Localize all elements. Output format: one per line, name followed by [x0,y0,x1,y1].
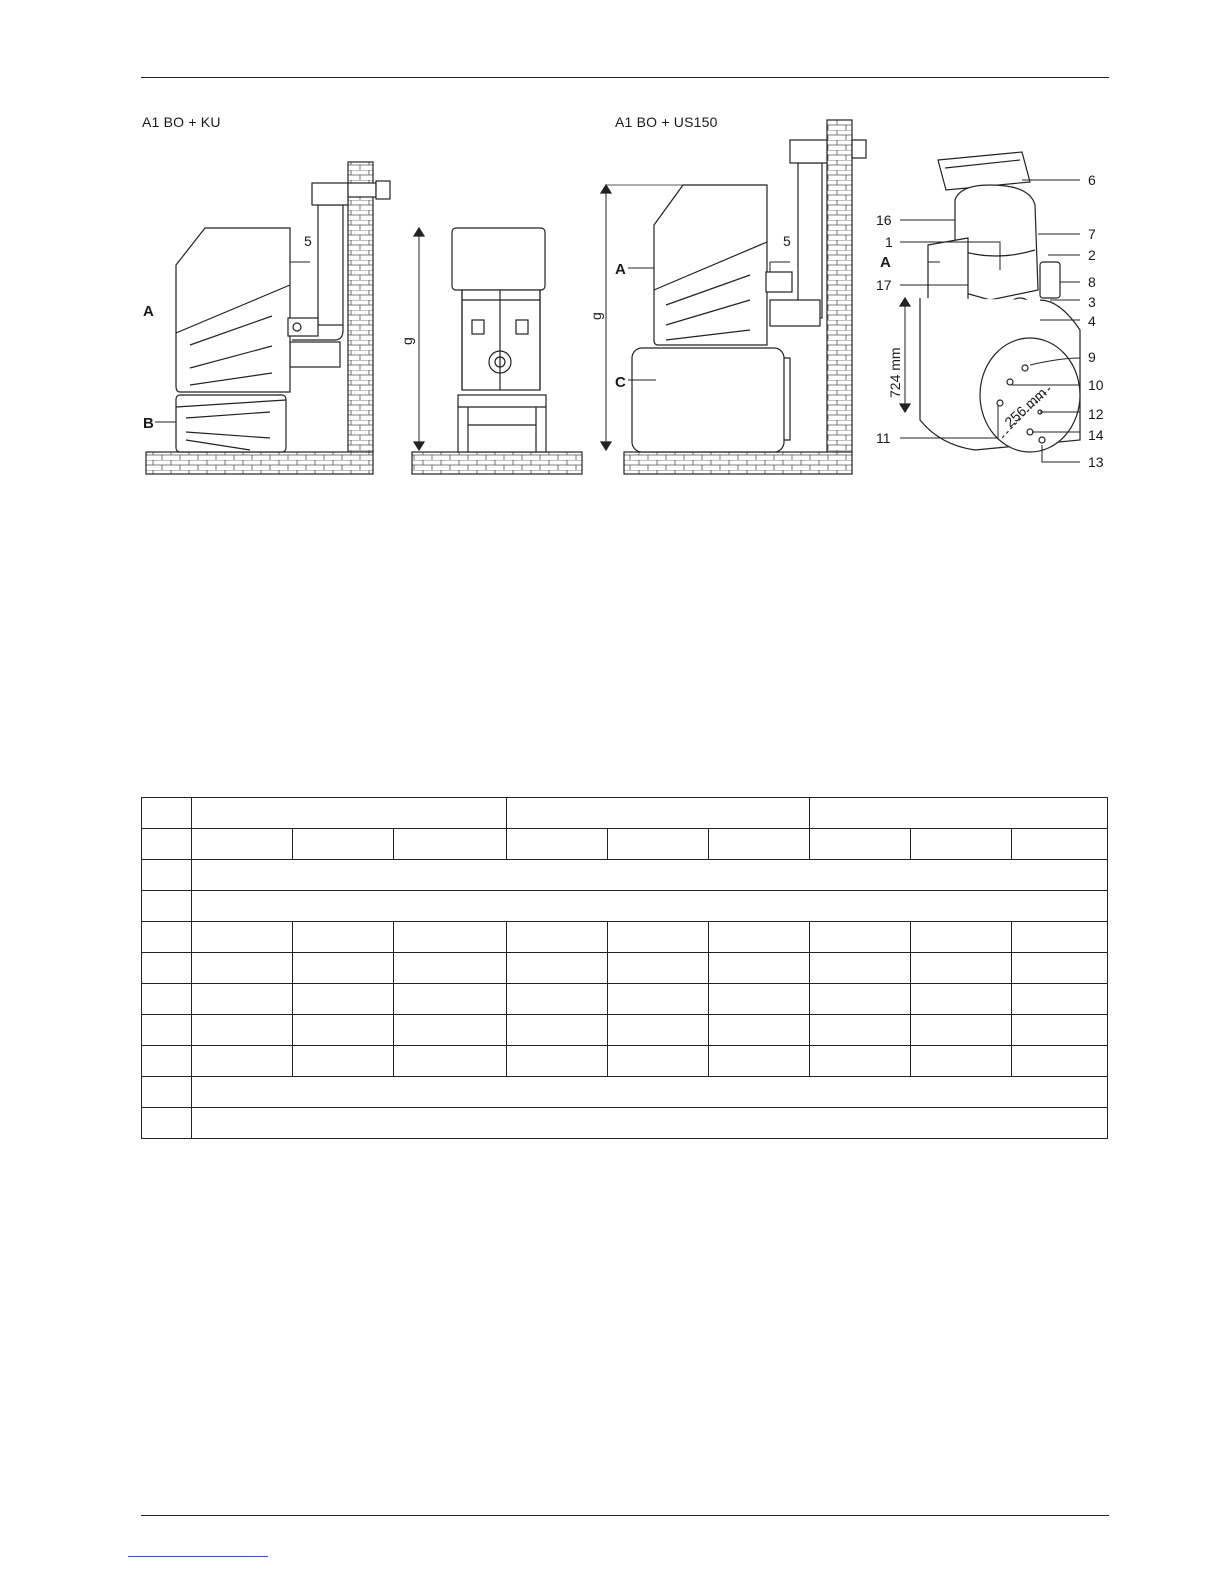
table-row [142,829,1108,860]
table-cell [192,1015,293,1046]
table-cell [911,829,1012,860]
table-cell [394,922,507,953]
table-cell [1012,984,1108,1015]
table-cell [394,1046,507,1077]
label-724mm: 724 mm [887,347,903,398]
specification-table [141,797,1108,1139]
label-12: 12 [1088,406,1104,422]
label-10: 10 [1088,377,1104,393]
table-row [142,860,1108,891]
label-13: 13 [1088,454,1104,470]
label-4: 4 [1088,313,1096,329]
table-cell [608,984,709,1015]
table-cell [507,984,608,1015]
table-row [142,1046,1108,1077]
left-side-view [146,162,390,474]
table-cell [709,953,810,984]
table-cell [142,1046,192,1077]
perspective-view [900,152,1080,462]
table-cell [1012,953,1108,984]
wall-left [348,162,373,452]
table-cell [394,829,507,860]
table-row [142,953,1108,984]
footer-link-underline[interactable] [128,1556,268,1557]
table-cell [507,922,608,953]
label-3: 3 [1088,294,1096,310]
table-row [142,798,1108,829]
table-row [142,984,1108,1015]
table-cell [293,953,394,984]
table-cell [192,953,293,984]
table-cell [709,922,810,953]
table-cell [911,1015,1012,1046]
label-a-right: A [880,254,891,271]
label-6: 6 [1088,172,1096,188]
figure-caption-right: A1 BO + US150 [615,114,718,130]
table-cell [142,1015,192,1046]
table-cell [507,1015,608,1046]
label-5-left: 5 [304,233,312,249]
right-side-view [601,120,866,474]
table-cell [810,829,911,860]
table-cell [192,984,293,1015]
label-17: 17 [876,277,892,293]
wall-right [827,120,852,452]
table-cell [394,1015,507,1046]
table-cell [709,829,810,860]
label-g-mid: g [399,337,415,345]
table-cell [142,860,192,891]
table-cell [142,922,192,953]
table-cell [293,1046,394,1077]
table-cell [608,1046,709,1077]
table-cell [142,829,192,860]
label-256mm: 256 mm [1001,384,1050,431]
table-cell [142,984,192,1015]
table-cell [192,1108,1108,1139]
table-cell [142,891,192,922]
table-cell [1012,1046,1108,1077]
table-cell [192,1046,293,1077]
table-row [142,891,1108,922]
table-cell [911,922,1012,953]
label-1: 1 [885,234,893,250]
table-cell [192,860,1108,891]
table-cell [507,829,608,860]
table-cell [1012,922,1108,953]
table-cell [1012,829,1108,860]
table-cell [192,1077,1108,1108]
table-cell [810,922,911,953]
table-cell [810,953,911,984]
label-g-right: g [588,312,604,320]
table-cell [608,953,709,984]
table-cell [810,1015,911,1046]
label-16: 16 [876,212,892,228]
table-cell [810,984,911,1015]
table-cell [810,798,1108,829]
table-cell [192,891,1108,922]
table-cell [293,1015,394,1046]
table-cell [142,1108,192,1139]
label-b: B [143,415,154,432]
table-cell [394,984,507,1015]
table-cell [608,829,709,860]
floor-left [146,452,373,474]
bottom-rule [141,1515,1109,1516]
table-cell [293,922,394,953]
table-cell [394,953,507,984]
label-8: 8 [1088,274,1096,290]
table-cell [608,1015,709,1046]
front-view [412,228,582,474]
table-cell [142,953,192,984]
table-cell [293,829,394,860]
table-cell [911,984,1012,1015]
table-row [142,1108,1108,1139]
installation-diagram [0,0,1224,500]
table-cell [810,1046,911,1077]
table-cell [142,1077,192,1108]
table-cell [192,798,507,829]
table-cell [142,798,192,829]
table-cell [709,984,810,1015]
label-c: C [615,374,626,391]
floor-mid [412,452,582,474]
table-row [142,1015,1108,1046]
table-cell [507,953,608,984]
table-cell [608,922,709,953]
label-7: 7 [1088,226,1096,242]
table-cell [709,1015,810,1046]
label-5-right: 5 [783,233,791,249]
table-cell [192,922,293,953]
table-cell [293,984,394,1015]
table-cell [709,1046,810,1077]
table-cell [1012,1015,1108,1046]
table-row [142,1077,1108,1108]
label-a-mid: A [615,261,626,278]
label-a-left: A [143,303,154,320]
label-14: 14 [1088,427,1104,443]
table-cell [911,953,1012,984]
figure-caption-left: A1 BO + KU [142,114,221,130]
table-cell [192,829,293,860]
table-row [142,922,1108,953]
label-2: 2 [1088,247,1096,263]
table-cell [507,1046,608,1077]
table-cell [507,798,810,829]
label-11: 11 [876,430,891,446]
floor-right [624,452,852,474]
table-cell [911,1046,1012,1077]
label-9: 9 [1088,349,1096,365]
